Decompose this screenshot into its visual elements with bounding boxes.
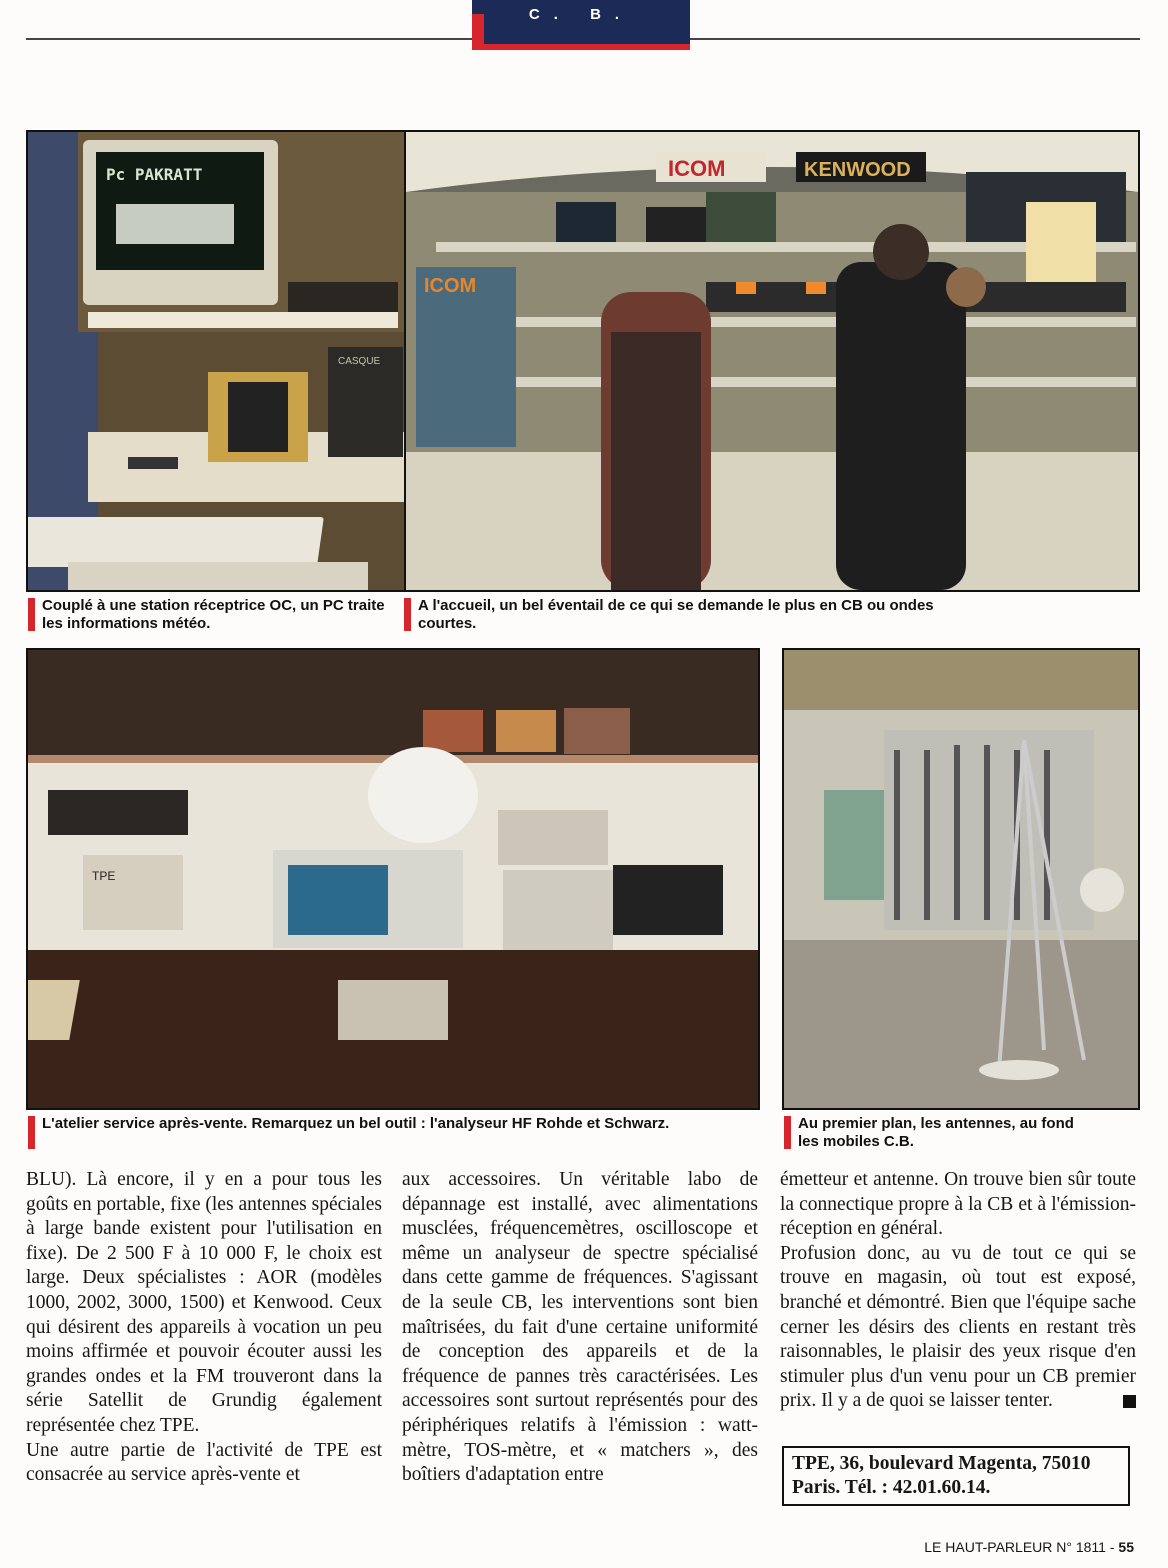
- text-column-2: [402, 1168, 758, 1488]
- section-label: C. B.: [528, 6, 634, 23]
- icom-sign-left: ICOM: [424, 275, 477, 297]
- footer-page-number: 55: [1118, 1539, 1134, 1555]
- section-tab: [472, 0, 690, 50]
- casque-sign: CASQUE: [338, 356, 381, 367]
- page-footer: [924, 1539, 1134, 1555]
- tpe-label: TPE: [92, 869, 116, 883]
- address-box: TPE, 36, boulevard Magenta, 75010 Paris. Tél. : 42.01.60.14.: [782, 1446, 1130, 1506]
- text-column-3: [780, 1168, 1136, 1414]
- col1-paragraph-2: Une autre partie de l'activité de TPE est consacrée au service après-vente et: [26, 1439, 382, 1486]
- kenwood-logo: KENWOOD: [804, 159, 911, 181]
- col3-paragraph-2: [780, 1242, 1136, 1414]
- screen-title: Pc PAKRATT: [106, 165, 203, 184]
- photo-antennas: [782, 648, 1140, 1110]
- end-of-article-mark: [1123, 1395, 1136, 1408]
- section-tab-red-line: [484, 44, 690, 50]
- col3-paragraph-2-text: Profusion donc, au vu de tout ce qui se trouve en magasin, où tout est exposé, branché et démontré. Bien que l'équipe sache cerner les désirs des clients en restant très raisonnables, le plaisir des yeux risque d'en stimuler plus d'un venu pour un CB premier prix. Il y a de quoi se laisser tenter.: [780, 1242, 1136, 1412]
- col3-paragraph-1: émetteur et antenne. On trouve bien sûr toute la connectique propre à la CB et à l'émission-réception en général.: [780, 1169, 1136, 1240]
- photo-workshop: [26, 648, 760, 1110]
- col2-paragraph-1: aux accessoires. Un véritable labo de dépannage est installé, avec alimentations musclées, fréquencemètres, oscilloscope et même un analyseur de spectre spécialisé dans cette gamme de fréquences. S'agissant de la seule CB, les interventions sont bien maîtrisées, du fait d'une certaine uniformité de conception des appareils et de la fréquence de pannes très caractérisées. Les accessoires sont surtout représentés pour des périphériques relatifs à l'émission : watt-mètre, TOS-mètre, et « matchers », des boîtiers d'adaptation entre: [402, 1169, 758, 1486]
- text-column-1: [26, 1168, 382, 1488]
- footer-magazine: LE HAUT-PARLEUR N° 1811 -: [924, 1539, 1115, 1555]
- photo-pc-station: [26, 130, 408, 592]
- col1-paragraph-1: BLU). Là encore, il y en a pour tous les goûts en portable, fixe (les antennes spéciales à large bande existent pour l'utilisation en fixe). De 2 500 F à 10 000 F, le choix est large. Deux spécialistes : AOR (modèles 1000, 2002, 3000, 1500) et Kenwood. Ceux qui désirent des appareils à vocation un peu moins affirmée et pouvoir écouter aussi les grandes ondes et la FM trouveront dans la série Satellit de Grundig également représentée chez TPE.: [26, 1169, 382, 1436]
- caption-shop-counter: A l'accueil, un bel éventail de ce qui se demande le plus en CB ou ondes courtes.: [404, 597, 938, 633]
- caption-pc-station: Couplé à une station réceptrice OC, un PC traite les informations météo.: [28, 597, 387, 633]
- icom-logo: ICOM: [668, 156, 726, 181]
- caption-antennas: Au premier plan, les antennes, au fond les mobiles C.B.: [784, 1115, 1088, 1151]
- photo-shop-counter: [404, 130, 1140, 592]
- caption-workshop: L'atelier service après-vente. Remarquez un bel outil : l'analyseur HF Rohde et Schwarz.: [28, 1115, 682, 1133]
